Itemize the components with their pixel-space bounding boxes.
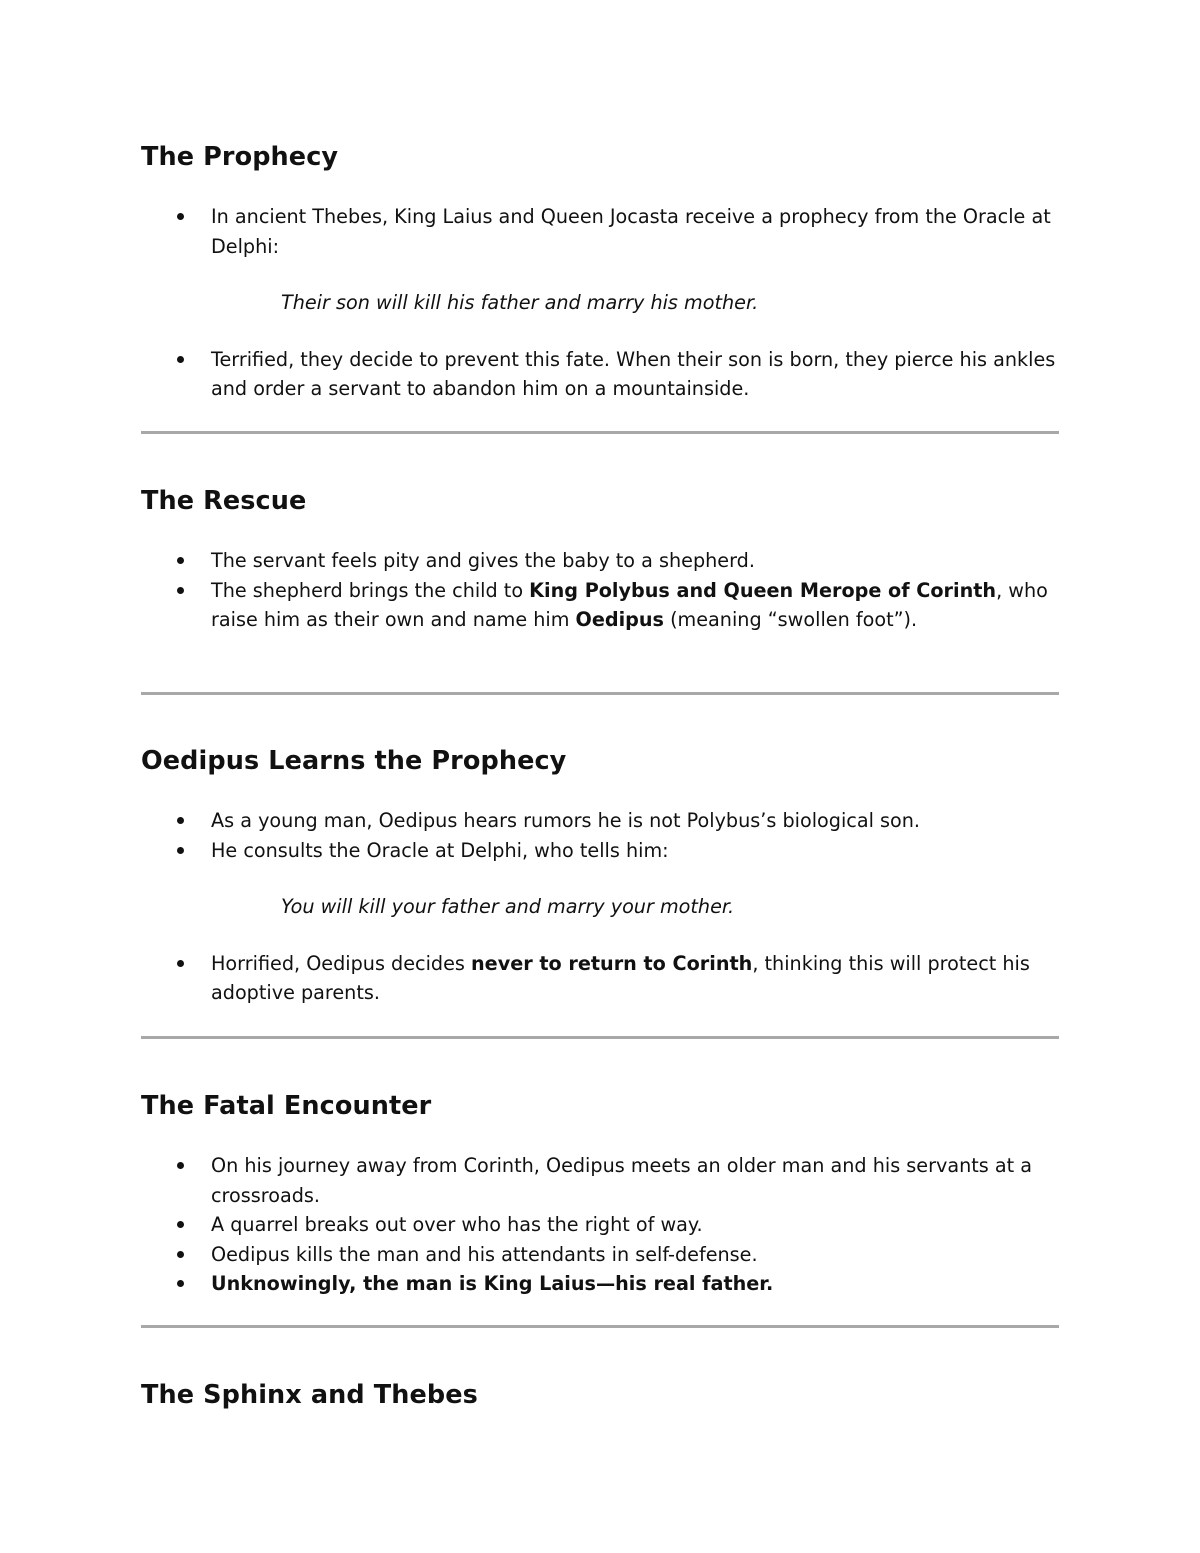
text-run: (meaning “swollen foot”). <box>663 608 918 631</box>
section-the-fatal-encounter <box>141 1090 1059 1299</box>
list-item: In ancient Thebes, King Laius and Queen Jocasta receive a prophecy from the Oracle at Delphi: <box>141 202 1059 261</box>
list-item <box>141 1269 1059 1299</box>
document-page <box>141 0 1059 1553</box>
section-heading: Oedipus Learns the Prophecy <box>141 746 567 776</box>
list-item <box>141 576 1059 635</box>
section-divider <box>141 1325 1059 1328</box>
list-item: As a young man, Oedipus hears rumors he is not Polybus’s biological son. <box>141 806 1059 836</box>
text-run: Horrified, Oedipus decides <box>211 951 472 975</box>
section-the-prophecy <box>141 141 1059 404</box>
bold-text-run: Unknowingly, the man is King Laius—his real father. <box>211 1272 774 1295</box>
list-item: On his journey away from Corinth, Oedipus meets an older man and his servants at a crossroads. <box>141 1151 1059 1210</box>
list-item: Oedipus kills the man and his attendants in self-defense. <box>141 1240 1059 1270</box>
section-divider <box>141 1036 1059 1039</box>
section-heading: The Sphinx and Thebes <box>141 1380 478 1410</box>
section-the-sphinx-and-thebes <box>141 1379 1059 1411</box>
section-heading: The Prophecy <box>141 142 339 172</box>
list-item: He consults the Oracle at Delphi, who tells him: <box>141 836 1059 866</box>
list-item: The servant feels pity and gives the baby to a shepherd. <box>141 546 1059 576</box>
bullet-list <box>141 202 1059 261</box>
prophecy-quote: Their son will kill his father and marry his mother. <box>281 291 759 314</box>
text-run: The shepherd brings the child to <box>211 578 530 602</box>
section-divider <box>141 431 1059 434</box>
section-heading: The Rescue <box>141 486 307 516</box>
text-run: , thinking this will protect his adoptive parents. <box>211 951 1030 1004</box>
bold-text-run: King Polybus and Queen Merope of Corinth <box>529 578 997 602</box>
section-the-rescue <box>141 485 1059 635</box>
bullet-list <box>141 949 1059 1008</box>
list-item: Terrified, they decide to prevent this fate. When their son is born, they pierce his ankles and order a servant to abandon him on a mountainside. <box>141 345 1059 404</box>
text-run: , who raise him as their own and name him <box>211 578 1048 631</box>
bold-text-run: Oedipus <box>575 608 664 631</box>
list-item: A quarrel breaks out over who has the right of way. <box>141 1210 1059 1240</box>
section-divider <box>141 692 1059 695</box>
section-heading: The Fatal Encounter <box>141 1091 432 1121</box>
prophecy-quote: You will kill your father and marry your mother. <box>281 895 735 918</box>
bullet-list <box>141 546 1059 635</box>
list-item <box>141 949 1059 1008</box>
bullet-list <box>141 345 1059 404</box>
bullet-list <box>141 1151 1059 1299</box>
section-oedipus-learns-the-prophecy <box>141 745 1059 1008</box>
bold-text-run: never to return to Corinth <box>471 951 753 975</box>
bullet-list <box>141 806 1059 865</box>
